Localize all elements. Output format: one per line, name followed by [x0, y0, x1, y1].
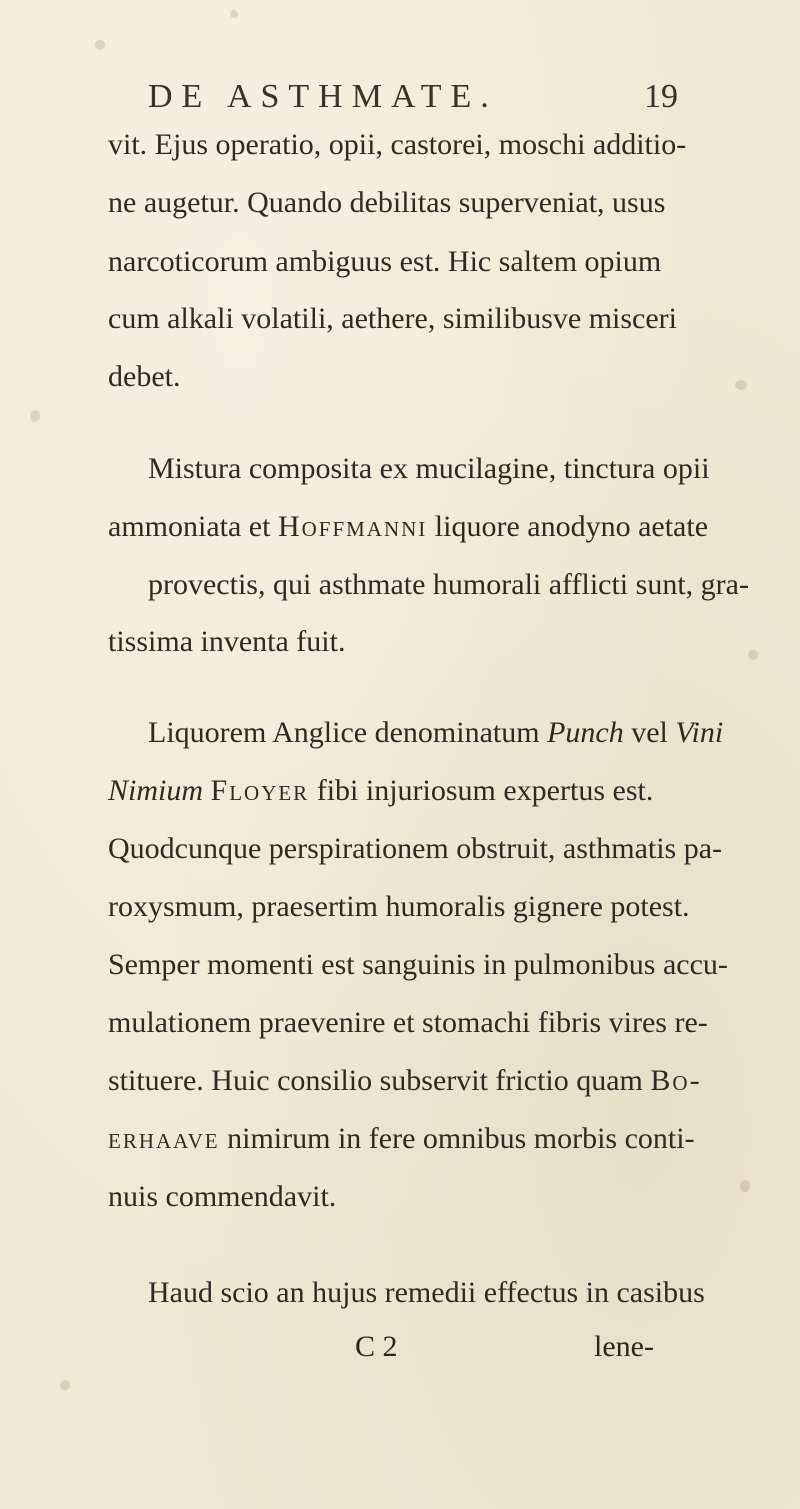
paper-speck: [740, 1180, 750, 1192]
text-line: Quodcunque perspirationem obstruit, asthmatis pa-: [108, 832, 723, 865]
text-fragment: fibi injuriosum expertus est.: [316, 774, 654, 807]
text-line: [108, 510, 708, 544]
text-line: Mistura composita ex mucilagine, tinctura opii: [148, 452, 710, 485]
running-title: DE ASTHMATE.: [148, 78, 498, 115]
italic-term: Punch: [547, 716, 624, 749]
text-fragment: Liquorem Anglice denominatum: [148, 716, 540, 749]
text-fragment: ammoniata et: [108, 510, 271, 543]
page-footer: [0, 1330, 800, 1370]
text-line: mulationem praevenire et stomachi fibris vires re-: [108, 1006, 708, 1039]
text-fragment: stituere. Huic consilio subservit frictio quam: [108, 1064, 643, 1097]
paper-speck: [60, 1380, 70, 1390]
italic-term: Vini: [675, 716, 724, 749]
catchword: lene-: [594, 1330, 654, 1363]
author-name: Floyer: [210, 774, 310, 807]
text-line: Haud scio an hujus remedii effectus in casibus: [148, 1276, 705, 1309]
italic-term: Nimium: [108, 774, 204, 807]
text-line: nuis commendavit.: [108, 1180, 337, 1213]
text-fragment: liquore anodyno aetate: [434, 510, 709, 543]
paper-speck: [95, 40, 105, 50]
text-line: ne augetur. Quando debilitas superveniat, usus: [108, 186, 666, 219]
text-line: [108, 1064, 702, 1098]
paper-speck: [735, 380, 747, 390]
signature-mark: C 2: [355, 1330, 398, 1363]
text-fragment: nimirum in fere omnibus morbis conti-: [227, 1122, 695, 1155]
page-header: [0, 78, 800, 128]
text-line: debet.: [108, 360, 181, 393]
text-line: [108, 1122, 695, 1156]
text-line: [108, 774, 653, 808]
text-line: [148, 716, 723, 750]
author-name: Bo-: [650, 1064, 702, 1097]
text-line: provectis, qui asthmate humorali afflicti sunt, gra-: [148, 568, 749, 601]
paper-speck: [30, 410, 40, 422]
page-number: 19: [644, 78, 678, 115]
text-line: roxysmum, praesertim humoralis gignere potest.: [108, 890, 690, 923]
text-line: tissima inventa fuit.: [108, 625, 346, 658]
text-line: vit. Ejus operatio, opii, castorei, moschi additio-: [108, 128, 687, 161]
author-name: erhaave: [108, 1122, 220, 1155]
text-line: cum alkali volatili, aethere, similibusve misceri: [108, 302, 678, 335]
text-line: narcoticorum ambiguus est. Hic saltem opium: [108, 245, 662, 278]
text-line: Semper momenti est sanguinis in pulmonibus accu-: [108, 948, 728, 981]
paper-speck: [230, 10, 238, 18]
paper-speck: [748, 650, 758, 660]
text-fragment: vel: [631, 716, 668, 749]
author-name: Hoffmanni: [277, 510, 428, 543]
